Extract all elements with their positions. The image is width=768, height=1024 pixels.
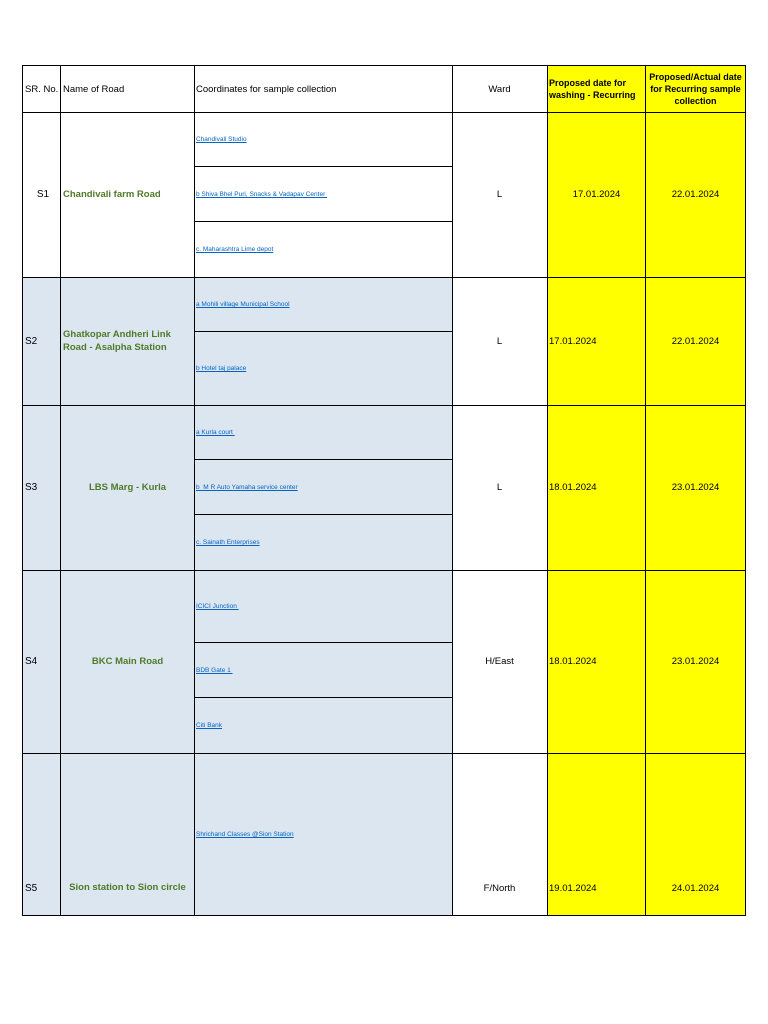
grid-line [22,112,746,113]
header-name-of-road: Name of Road [63,83,125,95]
grid-line [22,405,746,406]
row-s2-location-1-link[interactable]: a Mohili village Municipal School [194,277,452,332]
header-ward: Ward [488,83,511,95]
header-proposed-washing-date: Proposed date for washing - Recurring [547,66,646,112]
row-s2-location-2-link[interactable]: b Hotel taj palace [194,332,452,405]
row-s1-location-1-link[interactable]: Chandivali Studio [196,136,247,143]
row-s3-sr: S3 [23,405,61,570]
grid-line [22,915,746,916]
row-s4-sr: S4 [23,570,61,753]
row-s5-sr: S5 [23,753,61,915]
row-s5-washing-date: 19.01.2024 [547,753,646,915]
row-s4-location-2-link[interactable]: BDB Gate 1 [194,643,452,698]
row-s3-collection-date: 23.01.2024 [646,405,745,570]
grid-line [194,166,453,167]
row-s3-location-3-link[interactable]: c. Sainath Enterprises [194,515,452,570]
grid-line [194,331,453,332]
header-sr-no: SR. No. [25,83,59,95]
grid-line [194,642,453,643]
grid-line [194,459,453,460]
row-s3-washing-date: 18.01.2024 [547,405,646,570]
row-s4-location-3-link[interactable]: Citi Bank [194,698,452,753]
row-s4-location-1-link[interactable]: ICICI Junction [194,570,452,643]
grid-line [22,277,746,278]
row-s4-ward: H/East [485,656,514,667]
row-s2-collection-date: 22.01.2024 [646,277,745,405]
grid-line [22,65,23,916]
row-s4-washing-date: 18.01.2024 [547,570,646,753]
row-s1-location-3-link[interactable]: c. Maharashtra Lime depot [196,246,274,253]
row-s3-road-name: LBS Marg - Kurla [61,405,194,570]
row-s1-ward: L [496,189,503,200]
row-s1-collection-date: 22.01.2024 [646,112,745,277]
row-s4-collection-date: 23.01.2024 [646,570,745,753]
grid-line [452,65,453,916]
row-s2-road-name: Ghatkopar Andheri Link Road - Asalpha Station [61,277,194,405]
row-s4-road-name: BKC Main Road [61,570,194,753]
row-s3-ward: L [496,482,503,493]
row-s3-location-2-link[interactable]: b M R Auto Yamaha service center [194,460,452,515]
row-s5-ward: F/North [483,883,516,894]
row-s2-washing-date: 17.01.2024 [547,277,646,405]
row-s1-location-2-link[interactable]: b Shiva Bhel Puri, Snacks & Vadapav Center [196,191,328,198]
grid-line [194,514,453,515]
grid-line [60,65,61,916]
row-s5-road-name: Sion station to Sion circle [61,753,194,915]
row-s1-sr: S1 [36,189,50,200]
row-s2-ward: L [496,335,503,347]
row-s5-collection-date: 24.01.2024 [646,753,745,915]
header-proposed-actual-collection-date: Proposed/Actual date for Recurring sample collection [646,66,745,112]
row-s3-location-1-link[interactable]: a Kurla court [194,405,452,460]
row-s1-road-name: Chandivali farm Road [63,189,161,200]
row-s1-washing-date: 17.01.2024 [547,112,646,277]
grid-line [745,65,746,916]
grid-line [194,221,453,222]
grid-line [194,65,195,916]
grid-line [547,65,548,916]
header-coordinates: Coordinates for sample collection [196,83,337,95]
row-s2-sr: S2 [23,277,61,405]
grid-line [22,753,746,754]
grid-line [22,65,746,66]
row-s5-location-1-link[interactable]: Shrichand Classes @Sion Station [194,753,452,915]
grid-line [645,65,646,916]
grid-line [194,697,453,698]
grid-line [22,570,746,571]
